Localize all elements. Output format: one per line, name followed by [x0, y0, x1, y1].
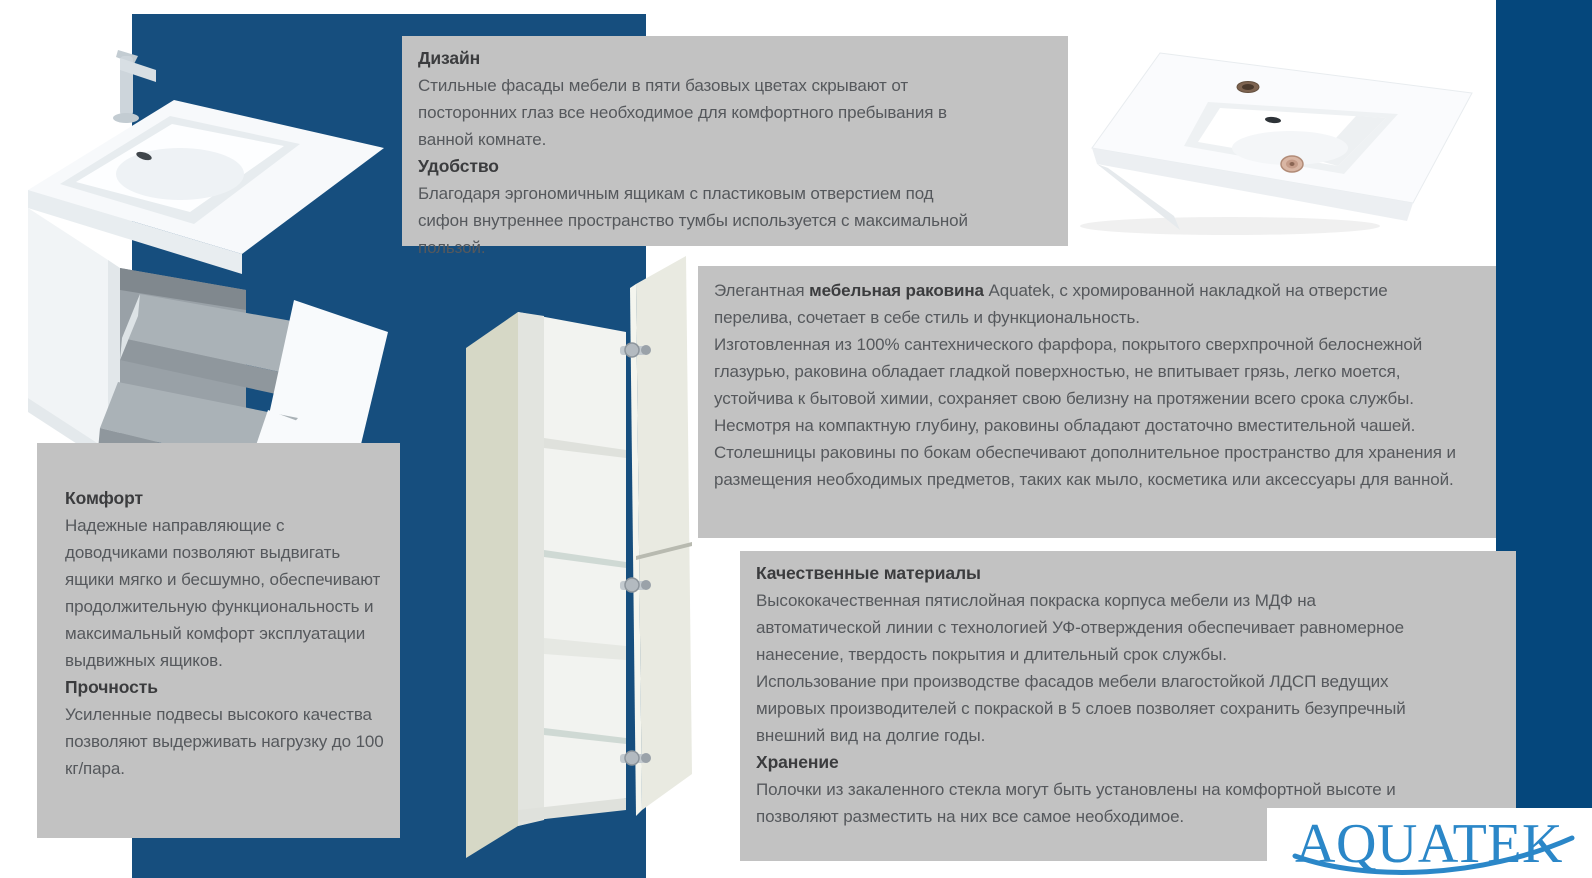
comfort-panel: [37, 443, 400, 838]
washbasin-top-image: [1080, 40, 1485, 250]
cabinet-open-door: [630, 256, 692, 816]
design-panel: [402, 36, 1068, 257]
faucet-hole-icon: [1237, 82, 1259, 93]
faucet-icon: [113, 50, 156, 123]
sink-paragraph-2: Изготовленная из 100% сантехнического фарфора, покрытого сверхпрочной белоснежной глазурью, раковина обладает гладкой поверхностью, не впитывает грязь, легко моется, устойчива к бытовой химии, сохраняет свою белизну на протяжении всего срока службы. Несмотря на компактную глубину, раковины обладают достаточно вместительной чашей.: [714, 335, 1423, 435]
materials-paragraph-2: Использование при производстве фасадов мебели влагостойкой ЛДСП ведущих мировых производителей с покраской в 5 слоев позволяет сохранить безупречный внешний вид на долгие годы.: [756, 672, 1406, 745]
comfort-heading: Комфорт: [65, 488, 143, 508]
comfort-paragraph: Надежные направляющие с доводчиками позволяют выдвигать ящики мягко и бесшумно, обеспечивают продолжительную функциональность и максимальный комфорт эксплуатации выдвижных ящиков.: [65, 516, 381, 670]
storage-paragraph: Полочки из закаленного стекла могут быть установлены на комфортной высоте и позволяют разместить на них все самое необходимое.: [756, 780, 1396, 826]
convenience-heading: Удобство: [418, 156, 499, 176]
sink-panel: [698, 266, 1496, 538]
storage-heading: Хранение: [756, 752, 839, 772]
sink-text-pre: Элегантная: [714, 281, 810, 300]
sink-text-post: Aquatek, с хромированной накладкой на отверстие перелива, сочетает в себе стиль и функциональность.: [714, 281, 1388, 327]
convenience-paragraph: Благодаря эргономичным ящикам с пластиковым отверстием под сифон внутреннее пространство тумбы используется с максимальной пользой.: [418, 184, 968, 257]
cabinet-side-panel: [466, 312, 518, 858]
design-heading: Дизайн: [418, 48, 481, 68]
materials-paragraph-1: Высококачественная пятислойная покраска корпуса мебели из МДФ на автоматической линии с технологией УФ-отверждения обеспечивает равномерное нанесение, твердость покрытия и длительный срок службы.: [756, 591, 1405, 664]
design-paragraph: Стильные фасады мебели в пяти базовых цветах скрывают от посторонних глаз все необходимое для комфортного пребывания в ванной комнате.: [418, 76, 947, 149]
aquatek-logo: [1267, 808, 1592, 878]
materials-heading: Качественные материалы: [756, 563, 981, 583]
durability-paragraph: Усиленные подвесы высокого качества позволяют выдерживать нагрузку до 100 кг/пара.: [65, 705, 384, 778]
logo-text: AQUATEK: [1295, 813, 1563, 875]
sink-paragraph-3: Столешницы раковины по бокам обеспечивают дополнительное пространство для хранения и размещения необходимых предметов, таких как мыло, косметика или аксессуары для ванной.: [714, 443, 1456, 489]
drain-icon: [1281, 156, 1303, 172]
durability-heading: Прочность: [65, 677, 158, 697]
tall-cabinet-image: [452, 250, 692, 862]
sink-paragraph-1: [714, 277, 1462, 331]
sink-text-bold: мебельная раковина: [809, 281, 984, 300]
